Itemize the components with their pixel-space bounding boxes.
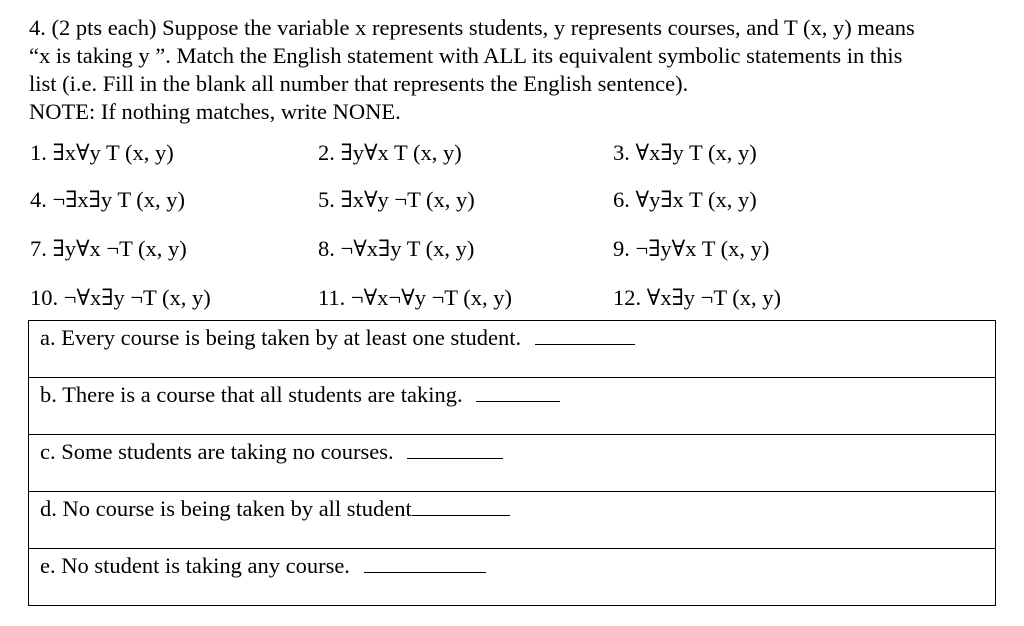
option-7: 7. ∃y∀x ¬T (x, y) — [30, 236, 187, 261]
option-9: 9. ¬∃y∀x T (x, y) — [613, 236, 770, 261]
question-b-text: b. There is a course that all students are taking. — [40, 382, 463, 407]
option-6: 6. ∀y∃x T (x, y) — [613, 187, 757, 212]
problem-statement — [29, 14, 1009, 126]
intro-line-1: 4. (2 pts each) Suppose the variable x represents students, y represents courses, and T (x, y) means — [29, 15, 915, 40]
option-1: 1. ∃x∀y T (x, y) — [30, 140, 174, 165]
question-row-c — [29, 435, 995, 492]
question-row-a — [29, 321, 995, 378]
option-2: 2. ∃y∀x T (x, y) — [318, 140, 462, 165]
option-11: 11. ¬∀x¬∀y ¬T (x, y) — [318, 285, 512, 310]
option-12: 12. ∀x∃y ¬T (x, y) — [613, 285, 782, 310]
question-d-text: d. No course is being taken by all student — [40, 496, 412, 521]
question-row-d — [29, 492, 995, 549]
intro-line-2: “x is taking y ”. Match the English statement with ALL its equivalent symbolic statements in this — [29, 43, 903, 68]
question-a-text: a. Every course is being taken by at least one student. — [40, 325, 522, 350]
answer-blank-e[interactable] — [364, 553, 486, 573]
question-row-e — [29, 549, 995, 607]
answer-blank-a[interactable] — [535, 325, 635, 345]
answer-blank-b[interactable] — [476, 382, 560, 402]
question-c-text: c. Some students are taking no courses. — [40, 439, 394, 464]
intro-line-3: list (i.e. Fill in the blank all number that represents the English sentence). — [29, 71, 689, 96]
option-5: 5. ∃x∀y ¬T (x, y) — [318, 187, 475, 212]
option-3: 3. ∀x∃y T (x, y) — [613, 140, 757, 165]
questions-table — [28, 320, 996, 606]
answer-blank-d[interactable] — [412, 496, 510, 516]
question-e-text: e. No student is taking any course. — [40, 553, 350, 578]
option-8: 8. ¬∀x∃y T (x, y) — [318, 236, 475, 261]
option-4: 4. ¬∃x∃y T (x, y) — [30, 187, 186, 212]
question-row-b — [29, 378, 995, 435]
answer-blank-c[interactable] — [407, 439, 503, 459]
intro-note: NOTE: If nothing matches, write NONE. — [29, 99, 401, 124]
option-10: 10. ¬∀x∃y ¬T (x, y) — [30, 285, 211, 310]
